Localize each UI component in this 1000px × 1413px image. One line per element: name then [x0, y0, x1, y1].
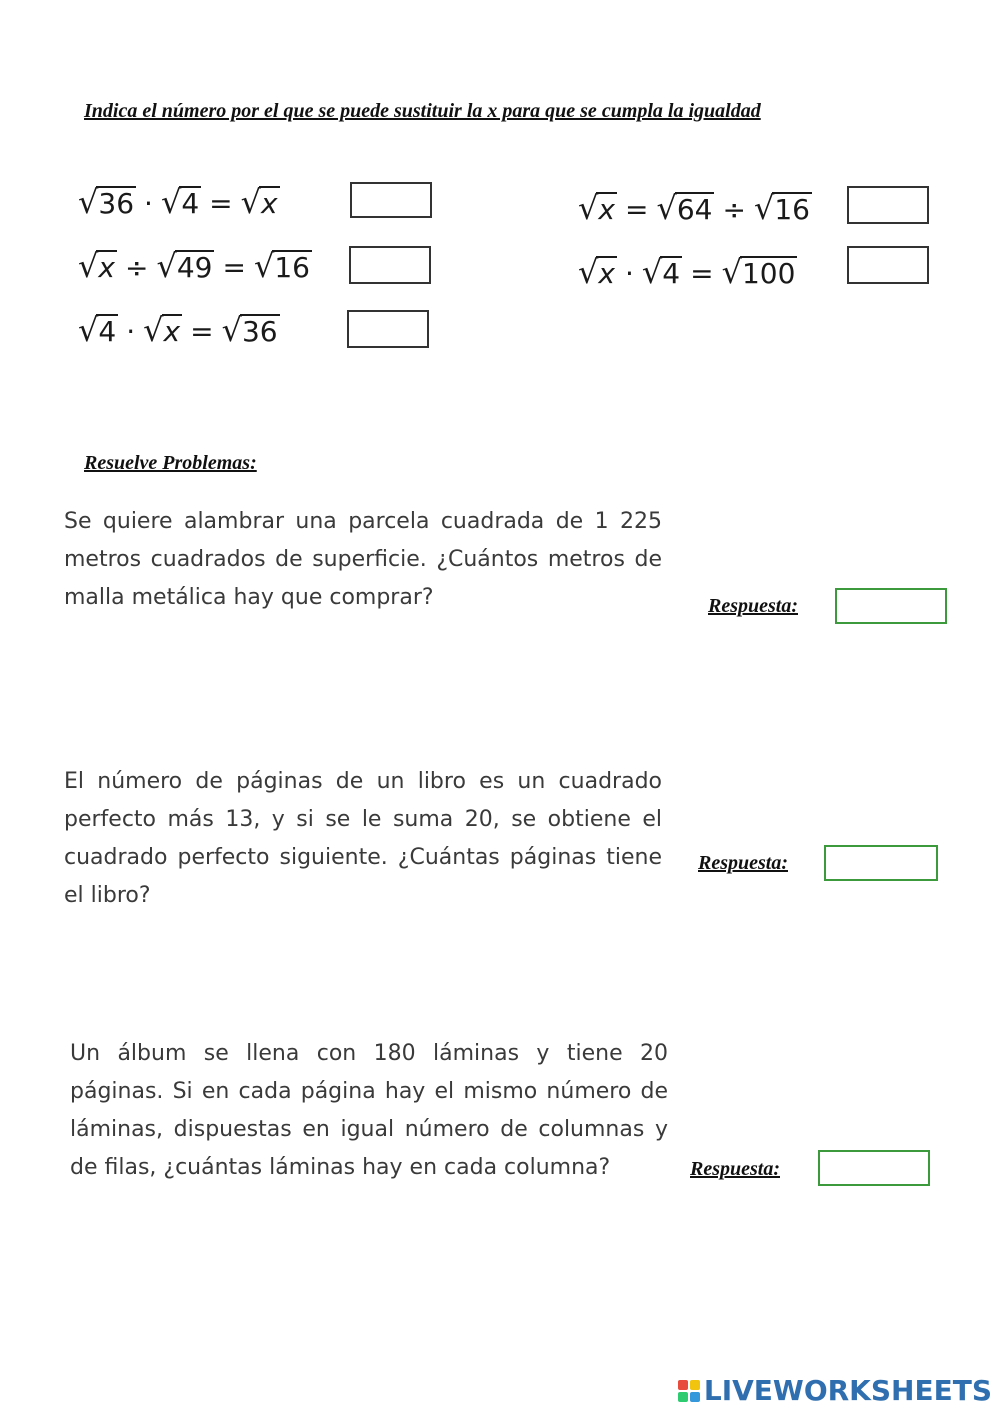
answer-input-eq2[interactable] — [349, 246, 431, 284]
problem-3-text: Un álbum se llena con 180 láminas y tiene 20 páginas. Si en cada página hay el mismo número de láminas, dispuestas en igual número de columnas y de filas, ¿cuántas láminas hay en cada columna? — [70, 1041, 668, 1180]
radical: √ 4 — [641, 253, 681, 291]
radical: √ x — [143, 311, 181, 349]
answer-label-3: Respuesta: — [690, 1158, 780, 1180]
radical: √ x — [78, 247, 115, 285]
radical: √ 64 — [656, 189, 713, 227]
liveworksheets-brand — [678, 1374, 992, 1407]
equation-2: √ x ÷ √ 49 = √ 16 — [78, 247, 310, 285]
answer-input-problem-2[interactable] — [824, 845, 938, 881]
answer-input-eq5[interactable] — [847, 246, 929, 284]
answer-label-2: Respuesta: — [698, 852, 788, 874]
radical: √ x — [578, 189, 615, 227]
equation-4: √ x = √ 64 ÷ √ 16 — [578, 189, 810, 227]
problem-2-text: El número de páginas de un libro es un cuadrado perfecto más 13, y si se le suma 20, se obtiene el cuadrado perfecto siguiente. ¿Cuántas páginas tiene el libro? — [64, 769, 662, 908]
section-title-problems: Resuelve Problemas: — [84, 452, 257, 474]
equation-5: √ x · √ 4 = √ 100 — [578, 253, 796, 291]
equation-1: √ 36 · √ 4 = √ x — [78, 183, 278, 221]
problem-1-text: Se quiere alambrar una parcela cuadrada de 1 225 metros cuadrados de superficie. ¿Cuántos metros de malla metálica hay que comprar? — [64, 509, 662, 610]
answer-input-problem-3[interactable] — [818, 1150, 930, 1186]
radical: √ 36 — [221, 311, 278, 349]
radical: √ 49 — [156, 247, 213, 285]
equation-3: √ 4 · √ x = √ 36 — [78, 311, 278, 349]
radical: √ x — [240, 183, 278, 221]
answer-input-eq4[interactable] — [847, 186, 929, 224]
answer-input-eq3[interactable] — [347, 310, 429, 348]
section-title-equations: Indica el número por el que se puede sustituir la x para que se cumpla la igualdad — [84, 100, 761, 122]
radical: √ 4 — [78, 311, 117, 349]
radical: √ 16 — [253, 247, 310, 285]
radical: √ 36 — [78, 183, 135, 221]
answer-input-eq1[interactable] — [350, 182, 432, 218]
brand-name: LIVEWORKSHEETS — [703, 1374, 992, 1407]
radical: √ 4 — [160, 183, 200, 221]
answer-input-problem-1[interactable] — [835, 588, 947, 624]
radical: √ x — [578, 253, 615, 291]
answer-label-1: Respuesta: — [708, 595, 798, 617]
radical: √ 100 — [721, 253, 796, 291]
liveworksheets-logo-icon — [678, 1380, 700, 1402]
radical: √ 16 — [753, 189, 810, 227]
